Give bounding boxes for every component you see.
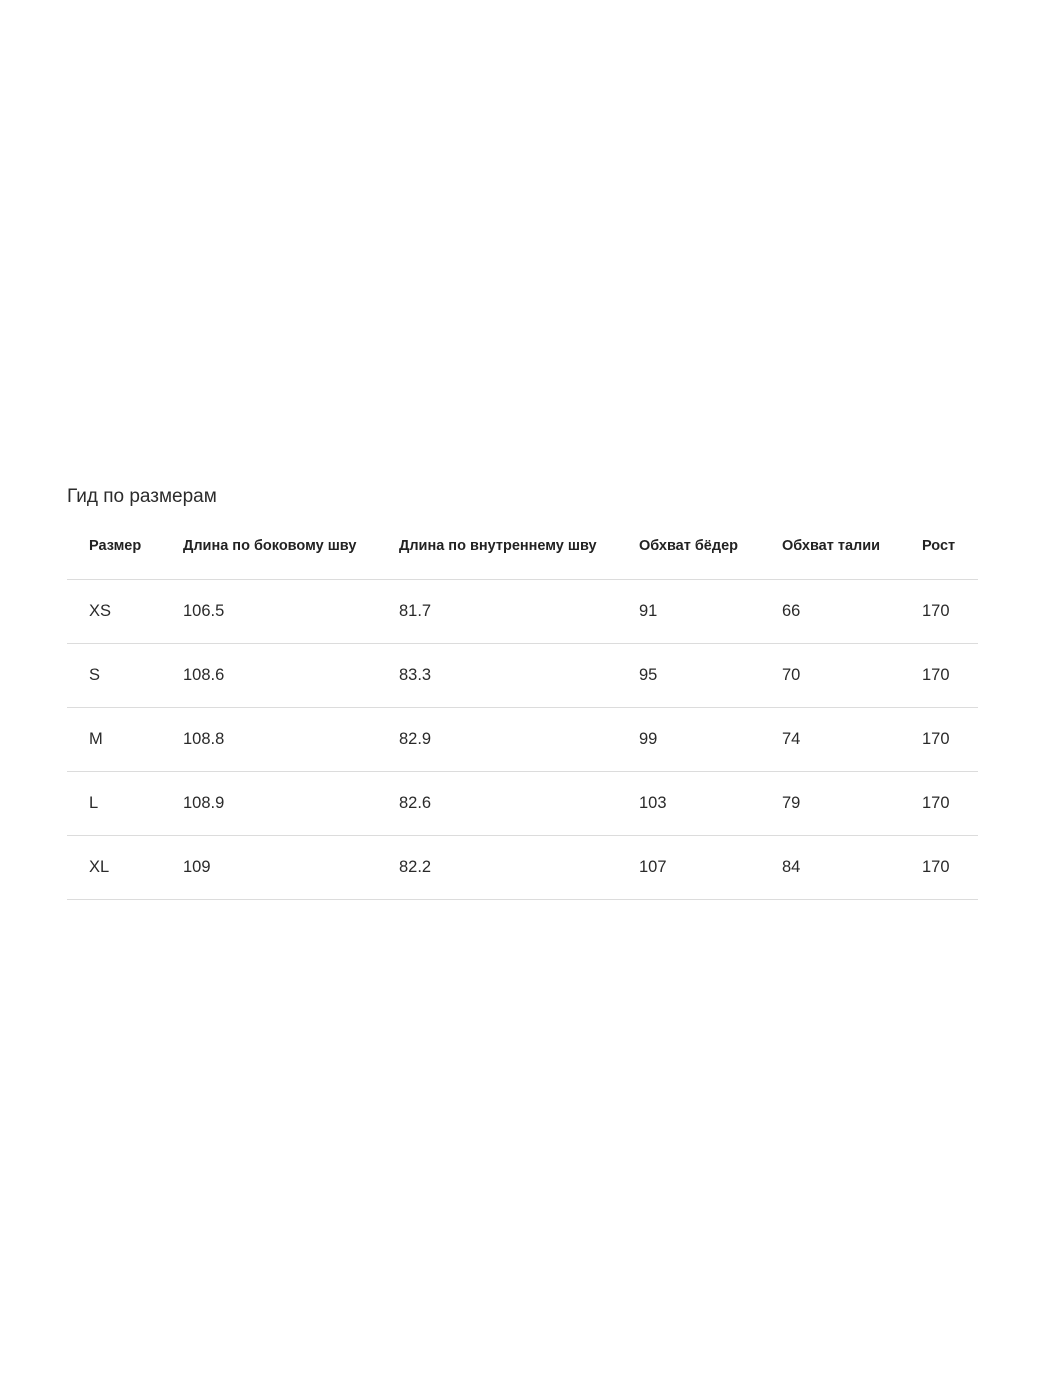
size-guide: [67, 484, 978, 900]
cell-hip-girth: 99: [639, 708, 782, 772]
cell-side-seam-length: 108.9: [183, 772, 399, 836]
cell-size: XL: [67, 836, 183, 900]
cell-side-seam-length: 108.8: [183, 708, 399, 772]
cell-height: 170: [922, 580, 978, 644]
cell-height: 170: [922, 708, 978, 772]
cell-height: 170: [922, 772, 978, 836]
cell-inseam-length: 82.9: [399, 708, 639, 772]
cell-inseam-length: 83.3: [399, 644, 639, 708]
cell-waist-girth: 84: [782, 836, 922, 900]
cell-height: 170: [922, 644, 978, 708]
table-row: [67, 708, 978, 772]
cell-waist-girth: 70: [782, 644, 922, 708]
cell-inseam-length: 81.7: [399, 580, 639, 644]
cell-waist-girth: 74: [782, 708, 922, 772]
header-side-seam-length: Длина по боковому шву: [183, 538, 399, 580]
cell-size: S: [67, 644, 183, 708]
cell-waist-girth: 66: [782, 580, 922, 644]
table-row: [67, 644, 978, 708]
size-table: [67, 538, 978, 900]
cell-side-seam-length: 106.5: [183, 580, 399, 644]
cell-hip-girth: 107: [639, 836, 782, 900]
header-inseam-length: Длина по внутреннему шву: [399, 538, 639, 580]
cell-inseam-length: 82.6: [399, 772, 639, 836]
size-guide-title: Гид по размерам: [67, 486, 217, 507]
cell-side-seam-length: 109: [183, 836, 399, 900]
cell-size: L: [67, 772, 183, 836]
cell-hip-girth: 91: [639, 580, 782, 644]
header-waist-girth: Обхват талии: [782, 538, 922, 580]
header-size: Размер: [67, 538, 183, 580]
cell-waist-girth: 79: [782, 772, 922, 836]
cell-size: XS: [67, 580, 183, 644]
table-row: [67, 580, 978, 644]
table-row: [67, 772, 978, 836]
header-height: Рост: [922, 538, 978, 580]
cell-side-seam-length: 108.6: [183, 644, 399, 708]
cell-inseam-length: 82.2: [399, 836, 639, 900]
cell-hip-girth: 95: [639, 644, 782, 708]
table-header-row: [67, 538, 978, 580]
header-hip-girth: Обхват бёдер: [639, 538, 782, 580]
table-row: [67, 836, 978, 900]
cell-hip-girth: 103: [639, 772, 782, 836]
cell-size: M: [67, 708, 183, 772]
cell-height: 170: [922, 836, 978, 900]
